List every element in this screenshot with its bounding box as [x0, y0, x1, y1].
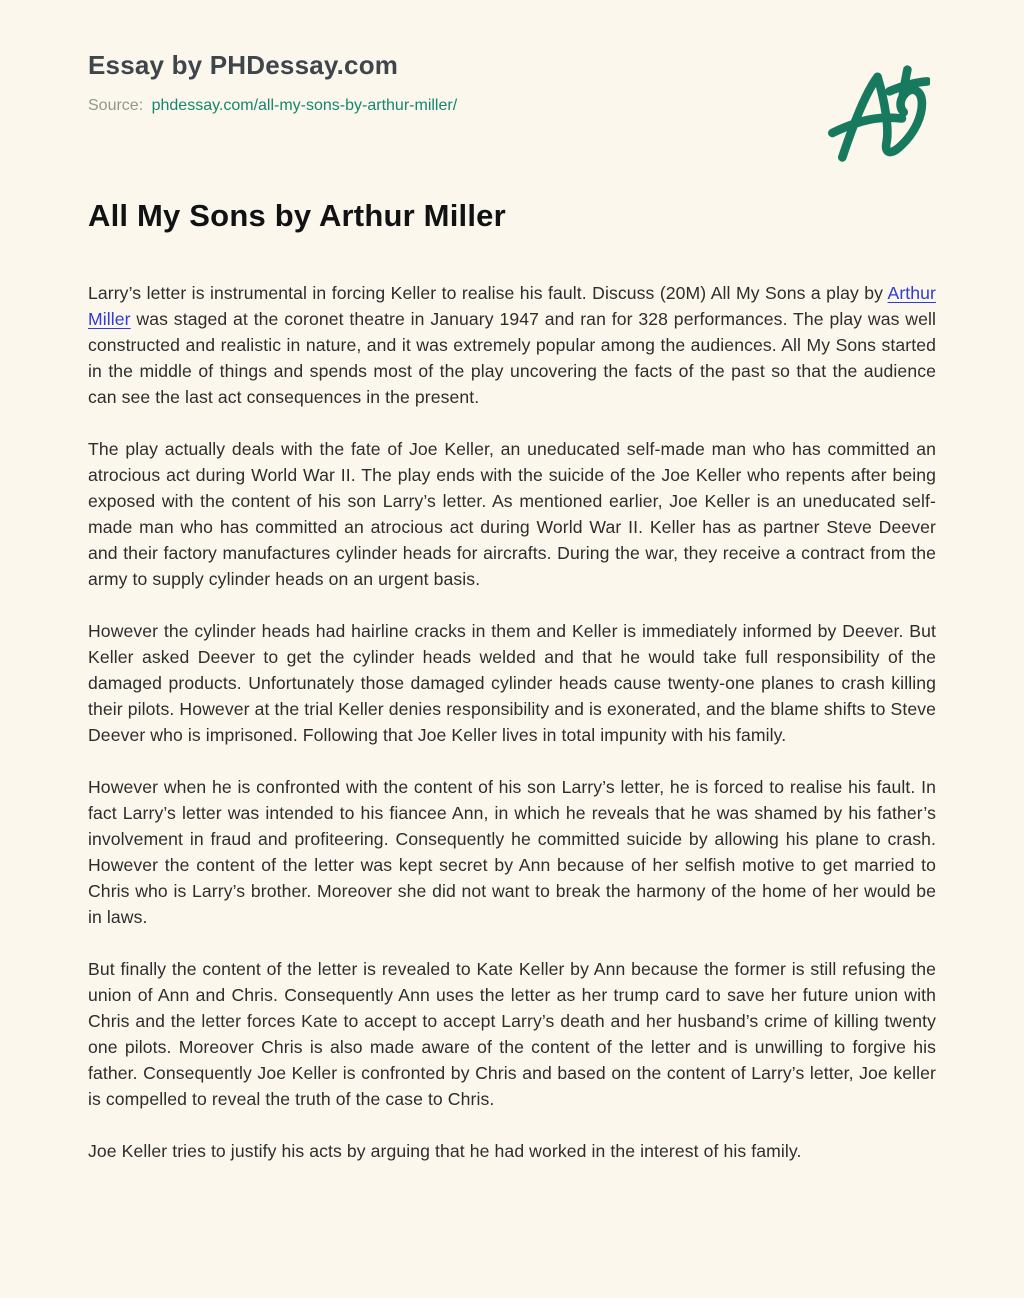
paragraph-1-text-after: was staged at the coronet theatre in January 1947 and ran for 328 performances. The play was well constructed and realistic in nature, and it was extremely popular among the audiences. All My Sons started in the middle of things and spends most of the play uncovering the facts of the past so that the audience can see the last act consequences in the present.	[88, 309, 936, 407]
paragraph-5: But finally the content of the letter is revealed to Kate Keller by Ann because the former is still refusing the union of Ann and Chris. Consequently Ann uses the letter as her trump card to save her future union with Chris and the letter forces Kate to accept to accept Larry’s death and her husband’s crime of killing twenty one pilots. Moreover Chris is also made aware of the content of the letter and is unwilling to forgive his father. Consequently Joe Keller is confronted by Chris and based on the content of Larry’s letter, Joe keller is compelled to reveal the truth of the case to Chris.	[88, 959, 936, 1109]
paragraph-6: Joe Keller tries to justify his acts by arguing that he had worked in the interest of his family.	[88, 1141, 802, 1161]
paragraph-1	[88, 280, 936, 410]
a-plus-logo-icon	[826, 48, 930, 170]
paragraph-2: The play actually deals with the fate of Joe Keller, an uneducated self-made man who has committed an atrocious act during World War II. The play ends with the suicide of the Joe Keller who repents after being exposed with the content of his son Larry’s letter. As mentioned earlier, Joe Keller is an uneducated self-made man who has committed an atrocious act during World War II. Keller has as partner Steve Deever and their factory manufactures cylinder heads for aircrafts. During the war, they receive a contract from the army to supply cylinder heads on an urgent basis.	[88, 439, 936, 589]
header-text-block	[88, 48, 457, 115]
arthur-miller-link[interactable]: Arthur Miller	[88, 283, 936, 329]
page-header	[88, 48, 936, 170]
source-url-link[interactable]: phdessay.com/all-my-sons-by-arthur-miller/	[151, 97, 458, 114]
essay-body	[88, 280, 936, 1164]
paragraph-4: However when he is confronted with the content of his son Larry’s letter, he is forced to realise his fault. In fact Larry’s letter was intended to his fiancee Ann, in which he reveals that he was shamed by his father’s involvement in fraud and profiteering. Consequently he committed suicide by allowing his plane to crash. However the content of the letter was kept secret by Ann because of her selfish motive to get married to Chris who is Larry’s brother. Moreover she did not want to break the harmony of the home of her would be in laws.	[88, 777, 936, 927]
site-title: Essay by PHDessay.com	[88, 50, 399, 80]
paragraph-1-text-before: Larry’s letter is instrumental in forcing Keller to realise his fault. Discuss (20M) All My Sons a play by	[88, 283, 888, 303]
essay-title: All My Sons by Arthur Miller	[88, 198, 506, 233]
source-line	[88, 97, 457, 115]
paragraph-3: However the cylinder heads had hairline cracks in them and Keller is immediately informed by Deever. But Keller asked Deever to get the cylinder heads welded and that he would take full responsibility of the damaged products. Unfortunately those damaged cylinder heads cause twenty-one planes to crash killing their pilots. However at the trial Keller denies responsibility and is exonerated, and the blame shifts to Steve Deever who is imprisoned. Following that Joe Keller lives in total impunity with his family.	[88, 621, 936, 745]
source-label: Source:	[88, 97, 144, 114]
